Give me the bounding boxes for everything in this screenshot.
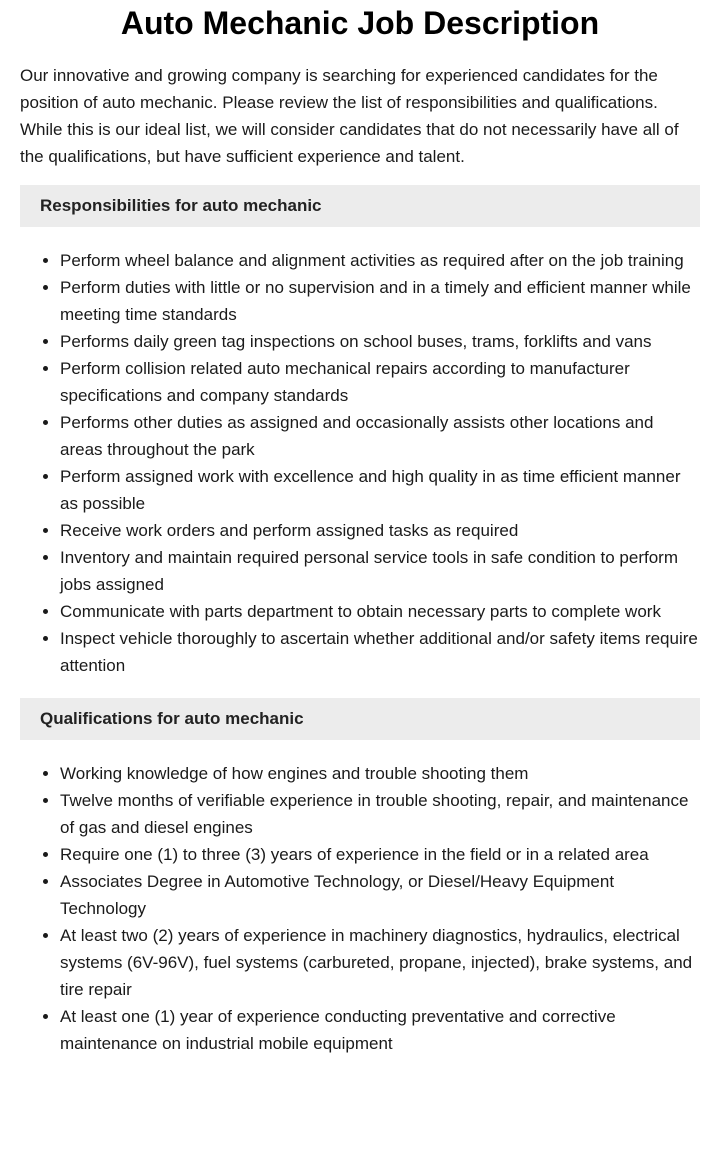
list-item: • Require one (1) to three (3) years of experience in the field or in a related area	[60, 841, 700, 868]
page-title: Auto Mechanic Job Description	[120, 5, 600, 41]
list-item: • Perform duties with little or no supervision and in a timely and efficient manner while meeting time standards	[60, 274, 700, 328]
responsibilities-list	[20, 247, 700, 679]
list-item: • At least one (1) year of experience conducting preventative and corrective maintenance on industrial mobile equipment	[60, 1003, 700, 1057]
list-item: • Performs other duties as assigned and occasionally assists other locations and areas throughout the park	[60, 409, 700, 463]
intro-paragraph: Our innovative and growing company is searching for experienced candidates for the position of auto mechanic. Please review the list of responsibilities and qualifications. While this is our ideal list, we will consider candidates that do not necessarily have all of the qualifications, but have sufficient experience and talent.	[20, 66, 679, 166]
list-item: • Perform assigned work with excellence and high quality in as time efficient manner as possible	[60, 463, 700, 517]
list-item: • Associates Degree in Automotive Technology, or Diesel/Heavy Equipment Technology	[60, 868, 700, 922]
list-item: • Perform collision related auto mechanical repairs according to manufacturer specifications and company standards	[60, 355, 700, 409]
list-item: • Performs daily green tag inspections on school buses, trams, forklifts and vans	[60, 328, 700, 355]
list-item: • Receive work orders and perform assigned tasks as required	[60, 517, 700, 544]
qualifications-list	[20, 760, 700, 1057]
list-item: • At least two (2) years of experience in machinery diagnostics, hydraulics, electrical systems (6V-96V), fuel systems (carbureted, propane, injected), brake systems, and tire repair	[60, 922, 700, 1003]
list-item: • Inventory and maintain required personal service tools in safe condition to perform jobs assigned	[60, 544, 700, 598]
list-item: • Perform wheel balance and alignment activities as required after on the job training	[60, 247, 700, 274]
list-item: • Twelve months of verifiable experience in trouble shooting, repair, and maintenance of gas and diesel engines	[60, 787, 700, 841]
qualifications-heading: Qualifications for auto mechanic	[20, 698, 700, 740]
list-item: • Inspect vehicle thoroughly to ascertain whether additional and/or safety items require attention	[60, 625, 700, 679]
responsibilities-heading: Responsibilities for auto mechanic	[20, 185, 700, 227]
list-item: • Communicate with parts department to obtain necessary parts to complete work	[60, 598, 700, 625]
list-item: • Working knowledge of how engines and trouble shooting them	[60, 760, 700, 787]
